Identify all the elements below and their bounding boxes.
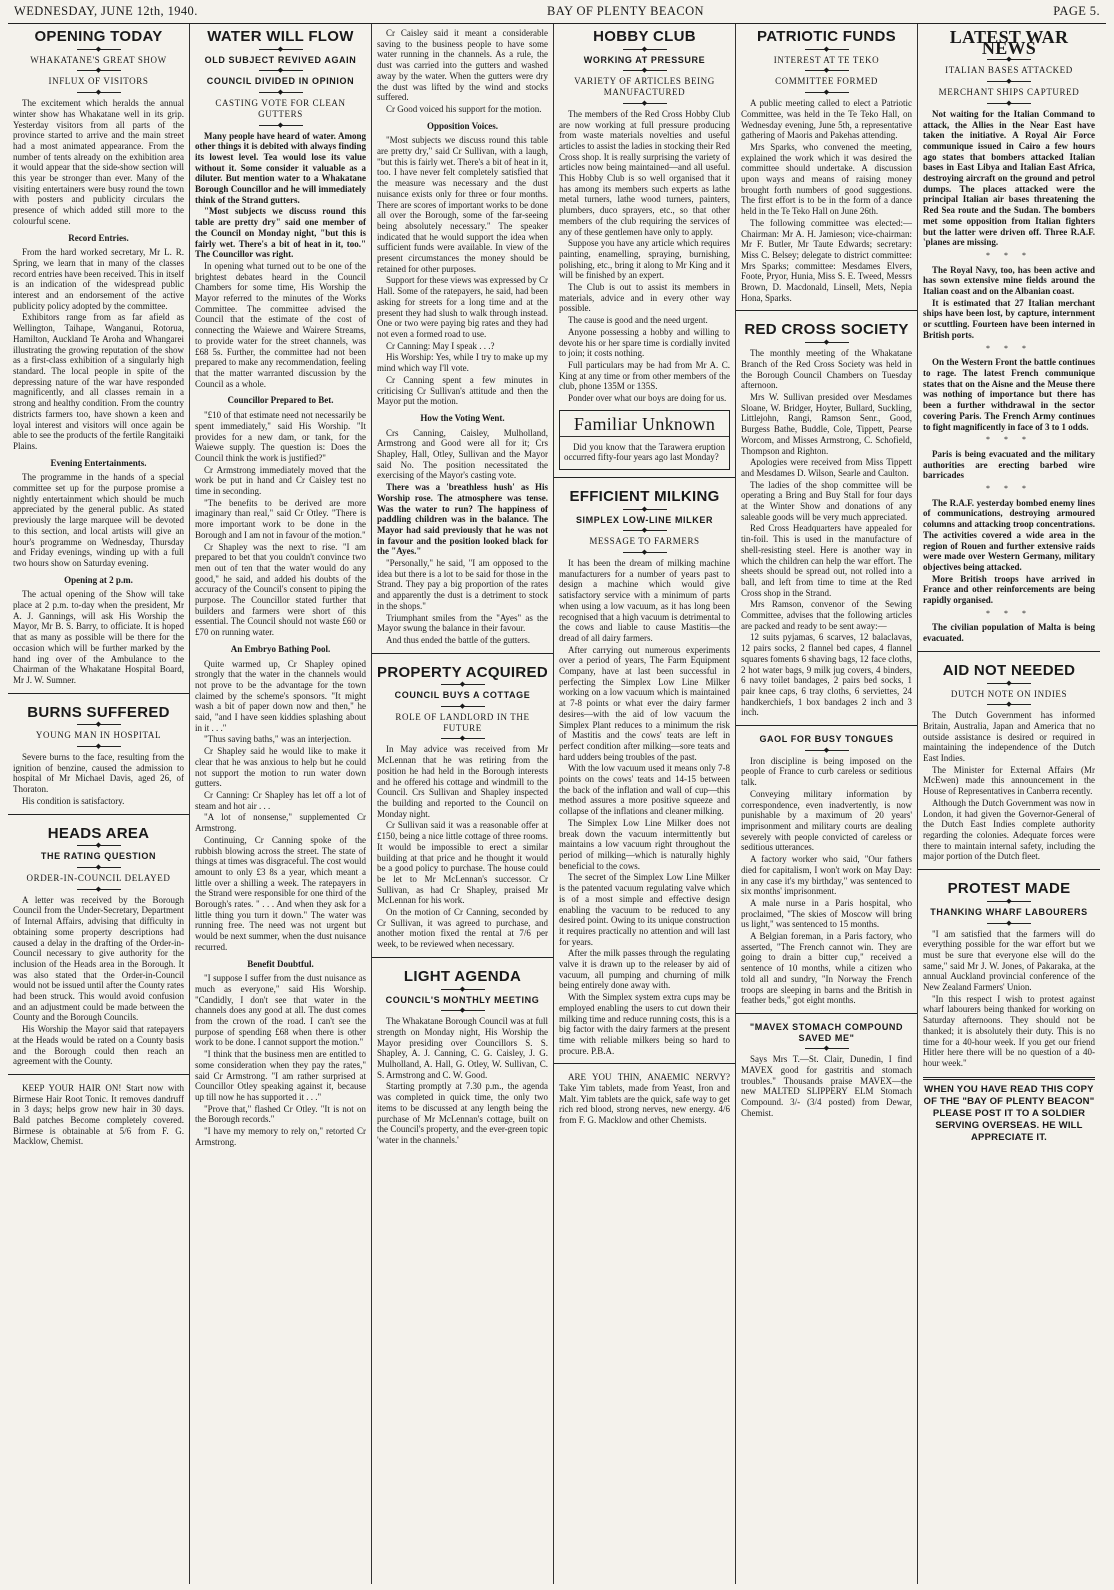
paragraph: "Most subjects we discuss round this table are pretty dry," said Cr Sullivan, with a laugh, "but this is fairly wet. There's a bit of heat in it, too. I have never felt completely satisfied that the measure was necessary and the dust nuisance exists only for three or four months. There are scores of important works to be done all over the Borough, some of the far-seeing being absolutely necessary." The speaker indicated that he would support the idea when sufficient funds were available. In view of the present circumstances the money should be retained for other purposes. xyxy=(377,135,548,274)
star-divider: * * * xyxy=(986,435,1032,445)
paragraph: Cr Sullivan said it was a reasonable offer at £150, being a nice little cottage of three rooms. It would be impossible to erect a similar building at that price and he thought it would be a good policy to purchase. The house could be let to Mr McLennan's successor. Cr Sullivan, as had Cr Shapley, praised Mr McLennan for his work. xyxy=(377,820,548,906)
deck: SIMPLEX LOW-LINE MILKER xyxy=(575,514,714,525)
paragraph: A factory worker who said, "Our fathers died for capitalism, I won't work on May Day: in any case it's my birthday," was sentenced to six months' imprisonment. xyxy=(741,854,912,897)
paragraph: After the milk passes through the regulating valve it is drawn up to the releaser by aid of vacuum, all pumping and churning of milk being entirely done away with. xyxy=(559,948,730,991)
column-3 xyxy=(372,24,554,1584)
paragraph: Mrs Ramson, convenor of the Sewing Committee, advises that the following articles are packed and ready to be sent away:— xyxy=(741,599,912,631)
paragraph: Cr Canning spent a few minutes in criticising Cr Sullivan's attitude and then the Mayor put the motion. xyxy=(377,374,548,407)
paragraph: Apologies were received from Miss Tippett and Mesdames D. Wilson, Searle and Caulton. xyxy=(741,457,912,478)
divider-ornament xyxy=(259,125,303,126)
paragraph: Cr Canning: Cr Shapley has let off a lot of steam and hot air . . . xyxy=(195,790,366,811)
column-1 xyxy=(8,24,190,1584)
paragraph: Triumphant smiles from the "Ayes" as the Mayor swung the balance in their favour. xyxy=(377,612,548,634)
paragraph: "Thus saving baths," was an interjection. xyxy=(204,734,352,745)
box-rule xyxy=(560,436,729,437)
paragraph: The secret of the Simplex Low Line Milker is the patented vacuum regulating valve which is of a most simple and effective design enabling the vacuum to be reduced to any desired point. Owing to its unique construction it requires practically no attention and will last for years. xyxy=(559,872,730,947)
deck: MESSAGE TO FARMERS xyxy=(589,536,700,547)
paragraph: The civilian population of Malta is being evacuated. xyxy=(923,622,1095,644)
deck: WORKING AT PRESSURE xyxy=(583,54,706,65)
paragraph: More British troops have arrived in France and other reinforcements are being rapidly organised. xyxy=(923,573,1095,606)
divider-ornament xyxy=(441,706,485,707)
paragraph: Support for these views was expressed by Cr Hall. Some of the ratepayers, he said, had been asking for streets for a long time and at the present they had slush to walk through instead. One or two were paying big rates and they had not even a formed road to use. xyxy=(377,275,548,339)
divider-ornament xyxy=(987,683,1031,684)
paragraph: Crs Canning, Caisley, Mulholland, Armstrong and Good were all for it; Crs Shapley, Hall, Otley, Sullivan and the Mayor said No. The position necessitated the exercising of the Mayor's casting vote. xyxy=(377,427,548,481)
divider-ornament xyxy=(441,684,485,685)
divider-ornament xyxy=(77,889,121,890)
headline-hobby-club: HOBBY CLUB xyxy=(593,28,696,45)
paragraph: The R.A.F. yesterday bombed enemy lines of communications, destroying armoured columns and attacking troop concentrations. The activities covered a wide area in the region of Rouen and further extensive raids were made over Western Germany, military objectives being attacked. xyxy=(923,497,1095,572)
box-text: Did you know that the Tarawera eruption occurred fifty-four years ago last Monday? xyxy=(564,441,725,463)
headline-latest-war-news: LATEST WAR NEWS xyxy=(949,27,1069,58)
star-divider: * * * xyxy=(986,608,1032,618)
section-rule xyxy=(8,1074,189,1075)
column-2 xyxy=(190,24,372,1584)
deck: ITALIAN BASES ATTACKED xyxy=(945,65,1073,76)
paragraph: After carrying out numerous experiments over a period of years, The Farm Equipment Company, have at last been successful in perfecting the Simplex Low Line Milker working on a low vacuum which is maintained at 7-8 points or what ever the dairy farmer desires—with the aid of low vacuum the Simplex Plant reduces to a minimum the risk of Mastitis and the cows' teats are left in perfect condition after milking—sore teats and hard udders being troubles of the past. xyxy=(559,644,730,762)
headline-light-agenda: LIGHT AGENDA xyxy=(403,967,522,985)
divider-ornament xyxy=(259,70,303,71)
headline-patriotic-funds: PATRIOTIC FUNDS xyxy=(757,28,896,45)
paragraph: "A lot of nonsense," supplemented Cr Armstrong. xyxy=(195,812,366,834)
paragraph: The following committee was elected:—Chairman: Mr A. H. Jamieson; vice-chairman: Mr F. Butler, Mr Taute Edwards; secretary: Miss C. Belsey; delegate to district committee: Mrs Sparks; committee: Mesdames Elvers, Foote, Pryor, Hunia, Miss S. E. Tweed, Messrs Brown, D. Macdonald, Linsell, Mets, Nepia Hona, Sparks. xyxy=(741,217,912,303)
paragraph: "£10 of that estimate need not necessarily be spent immediately," said His Worship. "It provides for a new dam, or tank, for the Waiewe supply. The question is: Does the Council think the work is justified?" xyxy=(195,410,366,463)
masthead xyxy=(8,4,1106,24)
headline-red-cross-society: RED CROSS SOCIETY xyxy=(744,321,909,339)
paragraph: With the Simplex system extra cups may be employed enabling the users to cut down their milking time and reduce running costs, this is a big factor with the dairy farmers at the present time with reliable milkers being so hard to procure. P.B.A. xyxy=(559,992,730,1056)
divider-ornament xyxy=(805,70,849,71)
column-6 xyxy=(918,24,1100,1584)
subheading: Opposition Voices. xyxy=(426,120,499,131)
paragraph: Mrs W. Sullivan presided over Mesdames Sloane, W. Bridger, Hoyter, Bullard, Suckling, Littlejohn, Rangi, Ramson Senr., Good, Burgess Bathe, Buddle, Cole, Tippett, Pearse Worcom, and Misses Armstrong, C. Schofield, Thompson and Righton. xyxy=(741,391,912,456)
divider-ornament xyxy=(77,92,121,93)
divider-ornament xyxy=(987,923,1031,924)
paragraph: Not waiting for the Italian Command to attack, the Allies in the Near East have taken the initiative. A Royal Air Force communique issued in Cairo a few hours ago states that bombers attacked Italian bases in East Libya and Italian East Africa, destroying aircraft on the ground and petrol dumps. The places attacked were the principal Italian air bases threatening the Red Sea route and the Sudan. The bombers met some opposition from Italian fighters but the latter were driven off. Three R.A.F. 'planes are missing. xyxy=(923,108,1095,248)
paragraph: His condition is satisfactory. xyxy=(22,795,125,806)
star-divider: * * * xyxy=(986,484,1032,494)
paragraph: The members of the Red Cross Hobby Club are now working at full pressure producing from waste materials novelties and useful articles to assist the ladies in stocking their Red Cross shop. It is really surprising the variety of articles now being maintained—and all useful. This Hobby Club is so well organised that it has among its members such experts as lathe metal turners, lathe wood turners, painters, plumbers, duco sprayers, etc., so that other members of the club requiring the services of any of these gentlemen have only to apply. xyxy=(559,108,730,237)
paragraph: His Worship: Yes, while I try to make up my mind which way I'll vote. xyxy=(377,352,548,374)
divider-ornament xyxy=(623,70,667,71)
headline-opening-today: OPENING TODAY xyxy=(34,28,163,45)
subheading: Record Entries. xyxy=(68,232,129,243)
familiar-unknown-box xyxy=(559,410,730,470)
divider-ornament xyxy=(77,724,121,725)
deck: CASTING VOTE FOR CLEAN GUTTERS xyxy=(215,98,346,119)
paragraph: Quite warmed up, Cr Shapley opined strongly that the water in the channels would not prove to be the advantage for the town claimed by the scheme's sponsors. "It might wash a bit of paper down now and then," he said, "and I have seen kiddies splashing about in it . . ." xyxy=(195,658,366,733)
paragraph: "Personally," he said, "I am opposed to the idea but there is a lot to be said for those in the Strand. They pay a big proportion of the rates and apparently the dust is a detriment to stock in the shops." xyxy=(377,558,548,611)
section-rule xyxy=(918,651,1100,652)
paragraph: The Dutch Government has informed Britain, Australia, Japan and America that no outside assistance is desired or required in maintaining the independence of the Dutch East Indies. xyxy=(923,710,1095,764)
headline-efficient-milking: EFFICIENT MILKING xyxy=(569,487,720,505)
deck: COUNCIL DIVIDED IN OPINION xyxy=(206,76,355,87)
divider-ornament xyxy=(259,49,303,50)
paragraph: His Worship the Mayor said that ratepayers at the Heads would be rated on a County basis and the Borough could then reach an agreement with the County. xyxy=(13,1024,184,1067)
paragraph: "Prove that," flashed Cr Otley. "It is not on the Borough records." xyxy=(195,1103,366,1125)
section-rule xyxy=(736,1013,917,1014)
paragraph: In May advice was received from Mr McLennan that he was retiring from the position he had held in the Borough interests and he offered his cottage and windmill to the Council. Crs Sullivan and Shapley inspected the building and reported to the Council on Monday night. xyxy=(377,744,548,819)
paragraph: Mrs Sparks, who convened the meeting, explained the work which it was desired the committee should undertake. A discussion upon ways and means of raising money brought forth numbers of good suggestions. The first effort is to be in the form of a dance held in the Te Teko Hall on June 26th. xyxy=(741,141,912,217)
divider-ornament xyxy=(987,81,1031,82)
paragraph: The Minister for External Affairs (Mr McEwen) made this announcement in the House of Representatives in Canberra recently. xyxy=(923,764,1095,797)
paragraph: With the low vacuum used it means only 7-8 points on the cows' teats and 14-15 between the back of the inflation and wall of cup—this method assures a more positive squeeze and collapse of the inflations and cleaner milking. xyxy=(559,763,730,817)
paragraph: Anyone possessing a hobby and willing to devote his or her spare time is cordially invited to join; it costs nothing. xyxy=(559,326,730,359)
divider-ornament xyxy=(77,746,121,747)
deck: THANKING WHARF LABOURERS xyxy=(930,906,1088,917)
section-rule xyxy=(554,1063,735,1064)
paragraph: "Most subjects we discuss round this table are pretty dry" said one member of the Council on Monday night, "but this is fairly wet. There's a bit of heat in it, too." The Councillor was right. xyxy=(195,206,366,260)
deck-gaol-for-busy-tongues: GAOL FOR BUSY TONGUES xyxy=(759,734,894,745)
headline-property-acquired: PROPERTY ACQUIRED xyxy=(377,663,548,681)
subheading: An Embryo Bathing Pool. xyxy=(230,643,331,654)
deck: WHAKATANE'S GREAT SHOW xyxy=(30,54,167,65)
divider-ornament xyxy=(805,750,849,751)
section-rule xyxy=(918,869,1100,870)
paper-name: BAY OF PLENTY BEACON xyxy=(546,4,704,18)
headline-protest-made: PROTEST MADE xyxy=(947,880,1071,898)
divider-ornament xyxy=(987,704,1031,705)
paragraph: Cr Good voiced his support for the motion. xyxy=(386,103,542,114)
subheading: How the Voting Went. xyxy=(420,412,505,423)
paragraph: Exhibitors range from as far afield as Wellington, Taihape, Wanganui, Rotorua, Hamilton, Auckland Te Aroha and Whangarei illustrating the growing reputation of the show as a first-class exhibition of a singularly high standard. The local people in spite of the depressing nature of the war have responded magnificently, and all classes remain in a strong and healthy condition. From the country districts farmers too, have shown a keen and loyal interest and visitors will once again be able to see the products of the fertile Rangitaiki Plains. xyxy=(13,312,184,451)
deck: INFLUX OF VISITORS xyxy=(48,76,149,87)
advertisement-hair-tonic: KEEP YOUR HAIR ON! Start now with Birmese Hair Root Tonic. It removes dandruff in 3 days; helps grow new hair in 30 days. Bald patches Become completely covered. Birmese is obtainable at 5/6 from F. G. Macklow, Chemist. xyxy=(13,1082,184,1147)
deck: COUNCIL BUYS A COTTAGE xyxy=(394,690,531,701)
columns xyxy=(8,24,1106,1584)
star-divider: * * * xyxy=(986,343,1032,353)
paragraph: The programme in the hands of a special committee set up for the purpose promise a nightly entertainment which should be much appreciated by the general public. As stated previously the large marquee will be devoted to this section, and local artists will give an hour's programme on Wednesday, Thursday and Friday evenings, winding up with a full two hours show on Saturday evening. xyxy=(13,472,184,568)
paragraph: A public meeting called to elect a Patriotic Committee, was held in the Te Teko Hall, on Wednesday evening, June 5th, a representative gathering of Maoris and Pakehas attending. xyxy=(741,98,912,141)
paragraph: Paris is being evacuated and the military authorities are erecting barbed wire barricades xyxy=(923,448,1095,481)
paragraph: "I am satisfied that the farmers will do everything possible for the war effort but we must be sure that everyone else will do the same," said Mr J. W. Jones, of Pakaraka, at the annual Auckland provincial conference of the New Zealand Farmers' Union. xyxy=(923,928,1095,993)
paragraph: The cause is good and the need urgent. xyxy=(568,315,708,326)
box-title: Familiar Unknown xyxy=(573,413,716,434)
paragraph: It is estimated that 27 Italian merchant ships have been lost, by capture, internment or scuttling. Fourteen have been interned in British ports. xyxy=(923,297,1095,340)
section-rule xyxy=(8,814,189,815)
paragraph: A male nurse in a Paris hospital, who proclaimed, "The skies of Moscow will bring us light," was sentenced to 15 months. xyxy=(741,897,912,930)
paragraph: There was a 'breathless hush' as His Worship rose. The atmosphere was tense. Was the water to run? The happiness of paddling children was in the balance. The Mayor had said previously that he was not in favour and the position looked black for the "Ayes." xyxy=(377,482,548,557)
paragraph: From the hard worked secretary, Mr L. R. Spring, we learn that in many of the classes record entries have been received. This in itself is an indication of the widespread public interest and an endorsement of the active publicity policy adopted by the committee. xyxy=(13,247,184,311)
paragraph: Cr Shapley said he would like to make it clear that he was anxious to help but he could not support the motion to run water down gutters. xyxy=(195,746,366,789)
section-rule xyxy=(8,693,189,694)
divider-ornament xyxy=(623,49,667,50)
paragraph: The monthly meeting of the Whakatane Branch of the Red Cross Society was held in the Borough Council Chambers on Tuesday afternoon. xyxy=(741,348,912,391)
paragraph: The Whakatane Borough Council was at full strength on Monday night, His Worship the Mayor presiding over Councillors S. S. Shapley, A. J. Canning, C. G. Caisley, J. G. Mulholland, A. Hall, G. Otley, W. Sullivan, C. S. Armstrong and C. W. Good. xyxy=(377,1016,548,1080)
deck: COUNCIL'S MONTHLY MEETING xyxy=(385,994,540,1005)
paragraph: Suppose you have any article which requires painting, enamelling, spraying, burnishing, polishing, etc., bring it along to Mr King and it will be finished by an expert. xyxy=(559,238,730,281)
paragraph: It has been the dream of milking machine manufacturers for a number of years past to design a machine which would give satisfactory service with a minimum of parts when using a low vacuum, as it has long been recognised that a high vacuum is detrimental to the cows and liable to cause Mastitis—the dread of all dairy farmers. xyxy=(559,558,730,643)
paragraph: 12 suits pyjamas, 6 scarves, 12 balaclavas, 12 pairs socks, 2 flannel bed capes, 4 flannel squares foments 6 shaving bags, 12 face cloths, 2 hot water bags, 9 milk jug covers, 4 binders, 6 navy toilet bandages, 2 pairs bed socks, 1 pair knee caps, 6 tray cloths, 6 serviettes, 24 handkerchiefs, 1 box bandages 2 inch and 3 inch. xyxy=(741,632,912,718)
headline-water-will-flow: WATER WILL FLOW xyxy=(207,28,354,45)
paragraph: "The benefits to be derived are more imaginary than real," said Cr Otley. "There is more important work to be done in the Borough and I am not in favour of the motion." xyxy=(195,497,366,540)
paragraph: Starting promptly at 7.30 p.m., the agenda was completed in quick time, the only two items to be discussed at any length being the purchase of Mr McLennan's cottage, built on the Council's property, and the ever-green topic 'water in the channels.' xyxy=(377,1081,548,1145)
deck: COMMITTEE FORMED xyxy=(775,76,878,87)
paragraph: "I think that the business men are entitled to some consideration when they pay the rates," said Cr Armstrong. "I am rather surprised at Councillor Otley speaking against it, because up till now he has supported it . . ." xyxy=(195,1049,366,1102)
paragraph: And thus ended the battle of the gutters. xyxy=(386,634,530,645)
paragraph: Full particulars may be had from Mr A. C. King at any time or from other members of the club, phone 135M or 135S. xyxy=(559,359,730,392)
deck: YOUNG MAN IN HOSPITAL xyxy=(35,730,162,741)
paragraph: A Belgian foreman, in a Paris factory, who asserted, "The French cannot win. They are going to drain a bitter cup," received a sentence of 10 months, while a citizen who told all and sundry, "In Norway the French troops are sleeping in barns and the British in feather beds," got eight months. xyxy=(741,931,912,1006)
deck: VARIETY OF ARTICLES BEING MANUFACTURED xyxy=(574,76,715,98)
divider-ornament xyxy=(987,59,1031,60)
paragraph: Cr Armstrong immediately moved that the work be put in hand and Cr Caisley test no time in seconding. xyxy=(195,464,366,497)
divider-ornament xyxy=(805,342,849,343)
subheading: Benefit Doubtful. xyxy=(247,958,314,969)
column-4 xyxy=(554,24,736,1584)
divider-ornament xyxy=(77,70,121,71)
section-rule xyxy=(372,957,553,958)
paragraph: Many people have heard of water. Among other things it is debited with always finding its lowest level. Tea would lose its value without it. Some consider it valuable as a diluter. But mention water to a Whakatane Borough Councillor and he will immediately think of the Strand gutters. xyxy=(195,130,366,205)
deck: ORDER-IN-COUNCIL DELAYED xyxy=(26,873,171,883)
subheading: Opening at 2 p.m. xyxy=(64,574,133,585)
paragraph: Iron discipline is being imposed on the people of France to curb careless or seditious talk. xyxy=(741,755,912,788)
paragraph: Severe burns to the face, resulting from the ignition of benzine, caused the admission to hospital of Mr Michael Davis, aged 26, of Thoraton. xyxy=(13,752,184,795)
divider-ornament xyxy=(623,103,667,104)
divider-ornament xyxy=(441,1010,485,1011)
paragraph: Continuing, Cr Canning spoke of the rubbish blowing across the street. The state of things at times was disgraceful. The cost would amount to only £3 8s a year, which meant a little over a shilling a week. The ratepayers in the Strand were responsible for one third of the Borough's rates. " . . . And when they ask for a little thing you turn it down." The water was running free. The need was not urgent but would be next summer, when the dust nuisance recurred. xyxy=(195,834,366,952)
column-5 xyxy=(736,24,918,1584)
paragraph: Ponder over what our boys are doing for us. xyxy=(568,393,727,404)
divider-ornament xyxy=(805,49,849,50)
divider-ornament xyxy=(805,1048,849,1049)
paragraph: In opening what turned out to be one of the brightest debates heard in the Council Chambers for some time, His Worship the Mayor referred to the minutes of the Works Committee. The committee advised the Council that the estimate of the cost of connecting the Waiewe and Wairere Streams, to provide water for the street channels, was £68 5s. Further, the committee had not been prepared to make any recommendation, feeling that the matter warranted discussion by the Council as a whole. xyxy=(195,260,366,389)
star-divider: * * * xyxy=(986,250,1032,260)
headline-aid-not-needed: AID NOT NEEDED xyxy=(942,661,1076,679)
paragraph: The excitement which heralds the annual winter show has Whakatane well in its grip. Yesterday visitors from all parts of the province started to arrive and the main street had a most animated appearance. From the number of tents already on the exhibition area it would appear that the side-show section will this year be stronger than ever. Many of the visiting entertainers were busy round the town with posters and publicity circulars the presence of which added still more to the colourful scene. xyxy=(13,98,184,226)
divider-ornament xyxy=(623,509,667,510)
divider-ornament xyxy=(441,989,485,990)
divider-ornament xyxy=(623,530,667,531)
section-rule xyxy=(554,477,735,478)
advertisement-mavex: Says Mrs T.—St. Clair, Dunedin, I find MAVEX good for gastritis and stomach troubles." Thousands praise MAVEX—the new MALTED SLIPPERY ELM Stomach Compound. 3/- (3/4 posted) from Dewar, Chemist. xyxy=(741,1054,912,1118)
divider-ornament xyxy=(259,92,303,93)
paragraph: The Royal Navy, too, has been active and has sown extensive mine fields around the Italian coast and on the Albanian coast. xyxy=(923,264,1095,297)
paragraph: Although the Dutch Government was now in London, it had given the Governor-General of the Dutch East Indies complete authority regarding the colonies. Adequate forces were there to maintain internal safety, including the major portion of the Dutch fleet. xyxy=(923,797,1095,862)
paragraph: The Simplex Low Line Milker does not break down the vacuum intermittently but maintains a low vacuum right throughout the period of milking—which is naturally highly beneficial to the cows. xyxy=(559,817,730,871)
paragraph: The actual opening of the Show will take place at 2 p.m. to-day when the president, Mr A. J. Gannings, will ask His Worship the Mayor, Mr B. S. Barry, to officiate. It is hoped that as many as possible will be there for the occasion which will be further marked by the hand ing over of the Ambulance to the Chairman of the Whakatane Hospital Board, Mr J. W. Sumner. xyxy=(13,589,184,685)
section-rule xyxy=(372,653,553,654)
subheading: Councillor Prepared to Bet. xyxy=(227,395,334,406)
divider-ornament xyxy=(805,92,849,93)
paragraph: The ladies of the shop committee will be operating a Bring and Buy Stall for four days at the Winter Show and donations of any saleable goods will be very much appreciated. xyxy=(741,479,912,522)
paragraph: "I suppose I suffer from the dust nuisance as much as everyone," said His Worship. "Candidly, I don't see that water in the channels does any good at all. The dust comes from the crown of the road. I can't see the purpose of spending £68 when there is other work to be done. I cannot support the motion." xyxy=(195,973,366,1048)
paragraph: On the Western Front the battle continues to rage. The latest French communique states that on the Aisne and the Meuse there was nothing of importance but there has been a further withdrawal in the sector covering Paris. The French Army continues to fight magnificently in face of 3 to 1 odds. xyxy=(923,357,1095,432)
deck: THE RATING QUESTION xyxy=(40,851,157,862)
paragraph: A letter was received by the Borough Council from the Under-Secretary, Department of Internal Affairs, advising that difficulty in obtaining some property descriptions had caused a delay in the drafting of the Order-in-Council necessary to give authority for the inclusion of the Heads area in the Borough. It was also stated that the Order-in-Council would not be issued until after the County rates had been struck. This would avoid confusion and an adjustment could be made between the County and the Borough Councils. xyxy=(13,894,184,1023)
paragraph: "I have my memory to rely on," retorted Cr Armstrong. xyxy=(195,1126,366,1147)
paragraph: Cr Caisley said it meant a considerable saving to the business people to have some water running in the channels. As a rule, the dust was carried into the gutters and washed away by the water. When the gutters were dry the dust was lifted by the wind and stocks suffered. xyxy=(377,28,548,103)
headline-burns-suffered: BURNS SUFFERED xyxy=(27,703,170,721)
divider-ornament xyxy=(623,552,667,553)
paragraph: On the motion of Cr Canning, seconded by Cr Sullivan, it was agreed to purchase, and another motion fixed the rental at 7/6 per week, to be reviewed when necessary. xyxy=(377,907,548,950)
paragraph: "In this respect I wish to protest against wharf labourers being thanked for working on Saturday afternoons. They should not be thanked; it is absolutely their duty. This is no time for a 40-hour week. If you get our friend Hitler here there will be no question of a 40-hour week." xyxy=(923,993,1095,1068)
section-rule xyxy=(736,725,917,726)
paragraph: The Club is out to assist its members in materials, advice and in every other way possible. xyxy=(559,282,730,314)
advertisement-mavex-title: "MAVEX STOMACH COMPOUND SAVED ME" xyxy=(749,1021,904,1043)
divider-ornament xyxy=(987,103,1031,104)
paragraph: Cr Shapley was the next to rise. "I am prepared to bet that you couldn't convince two men out of ten that the water would do any good," he said, and added his doubts of the accuracy of the Council's consent to piping the purpose. The Councillor stated further that builders and farmers were short of this essential. The Council should not waste £60 or £70 on running water. xyxy=(195,541,366,638)
divider-ornament xyxy=(441,738,485,739)
deck: MERCHANT SHIPS CAPTURED xyxy=(938,87,1080,98)
advertisement-yim-tablets: ARE YOU THIN, ANAEMIC NERVY? Take Yim tablets, made from Yeast, Iron and Malt. Yim tablets are the quick, safe way to get rich red blood, strong nerves, new energy. 4/6 from F. G. Macklow and other Chemists. xyxy=(559,1072,730,1126)
deck: ROLE OF LANDLORD IN THE FUTURE xyxy=(395,712,530,733)
paragraph: Conveying military information by correspondence, even inadvertently, is now punishable by a maximum of 20 years' imprisonment and military courts are dealing severely with people convicted of careless or seditious utterances. xyxy=(741,788,912,853)
paragraph: Red Cross Headquarters have appealed for tin-foil. This is used in the manufacture of shell-resisting steel. Here is another way in which the children can help the war effort. The sheets should be spread out, not rolled into a ball, and left from time to time at the Red Cross shop in the Strand. xyxy=(741,523,912,598)
page-number: PAGE 5. xyxy=(1053,4,1100,18)
section-rule xyxy=(736,310,917,311)
headline-heads-area: HEADS AREA xyxy=(47,824,150,842)
deck: INTEREST AT TE TEKO xyxy=(773,54,880,65)
paragraph: Cr Canning: May I speak . . .? xyxy=(386,340,495,351)
divider-ornament xyxy=(77,867,121,868)
post-to-soldier-notice: WHEN YOU HAVE READ THIS COPY OF THE "BAY OF PLENTY BEACON" PLEASE POST IT TO A SOLDIER SERVING OVERSEAS. HE WILL APPRECIATE IT. xyxy=(923,1077,1095,1144)
subheading: Evening Entertainments. xyxy=(50,457,147,468)
deck: DUTCH NOTE ON INDIES xyxy=(950,688,1068,699)
divider-ornament xyxy=(77,845,121,846)
divider-ornament xyxy=(987,901,1031,902)
deck: OLD SUBJECT REVIVED AGAIN xyxy=(204,54,357,65)
divider-ornament xyxy=(77,49,121,50)
issue-date: WEDNESDAY, JUNE 12th, 1940. xyxy=(14,4,198,18)
